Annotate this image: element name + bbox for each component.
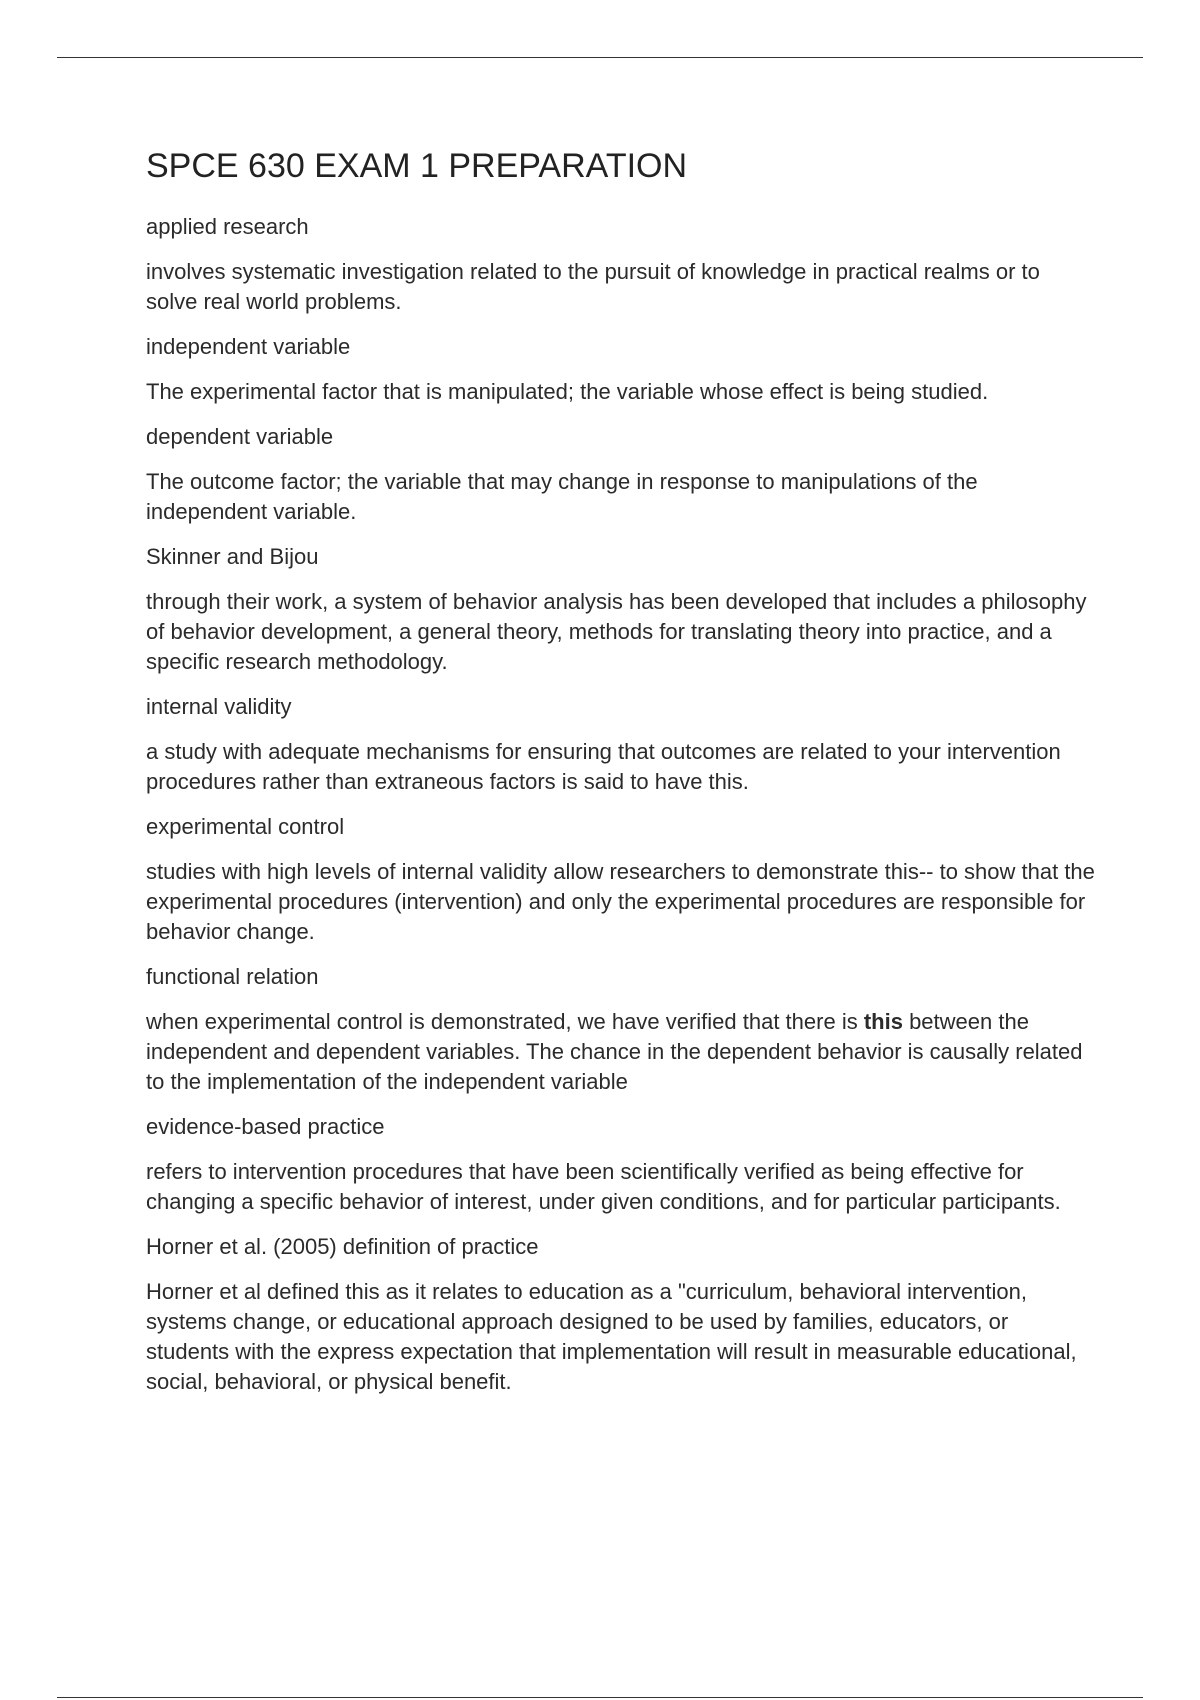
entry-skinner-and-bijou <box>146 542 1096 677</box>
entry-evidence-based-practice <box>146 1112 1096 1217</box>
top-rule <box>57 57 1143 58</box>
term: experimental control <box>146 814 345 839</box>
term: applied research <box>146 214 309 239</box>
term: functional relation <box>146 964 319 989</box>
definition: a study with adequate mechanisms for ensuring that outcomes are related to your intervention procedures rather than extraneous factors is said to have this. <box>146 739 1061 794</box>
definition: refers to intervention procedures that have been scientifically verified as being effective for changing a specific behavior of interest, under given conditions, and for particular participants. <box>146 1159 1061 1214</box>
definition-text-start: when experimental control is demonstrated, we have verified that there is <box>146 1009 864 1034</box>
bottom-rule <box>57 1697 1143 1698</box>
definition: through their work, a system of behavior analysis has been developed that includes a philosophy of behavior development, a general theory, methods for translating theory into practice, and a specific research methodology. <box>146 589 1087 674</box>
definition: studies with high levels of internal validity allow researchers to demonstrate this-- to show that the experimental procedures (intervention) and only the experimental procedures are responsible for behavior change. <box>146 859 1095 944</box>
definition: Horner et al defined this as it relates to education as a "curriculum, behavioral intervention, systems change, or educational approach designed to be used by families, educators, or students with the express expectation that implementation will result in measurable educational, social, behavioral, or physical benefit. <box>146 1279 1077 1394</box>
definition: The outcome factor; the variable that may change in response to manipulations of the independent variable. <box>146 469 978 524</box>
definition: The experimental factor that is manipulated; the variable whose effect is being studied. <box>146 379 989 404</box>
term: dependent variable <box>146 424 334 449</box>
entry-applied-research <box>146 212 1096 317</box>
entry-horner-definition <box>146 1232 1096 1397</box>
term: evidence-based practice <box>146 1114 385 1139</box>
definition-bold-text: this <box>863 1009 903 1034</box>
entry-independent-variable <box>146 332 1096 407</box>
entry-functional-relation <box>146 962 1096 1097</box>
document-body <box>146 140 1096 1412</box>
term: Skinner and Bijou <box>146 544 319 569</box>
definition-text-end: between the independent and dependent variables. The chance in the dependent behavior is causally related to the implementation of the independent variable <box>146 1009 1083 1094</box>
definition <box>146 1007 1096 1097</box>
term: independent variable <box>146 334 351 359</box>
entry-experimental-control <box>146 812 1096 947</box>
entry-dependent-variable <box>146 422 1096 527</box>
definition: involves systematic investigation related to the pursuit of knowledge in practical realms or to solve real world problems. <box>146 259 1040 314</box>
term: Horner et al. (2005) definition of practice <box>146 1234 539 1259</box>
entry-internal-validity <box>146 692 1096 797</box>
document-title: SPCE 630 EXAM 1 PREPARATION <box>146 147 688 185</box>
term: internal validity <box>146 694 292 719</box>
